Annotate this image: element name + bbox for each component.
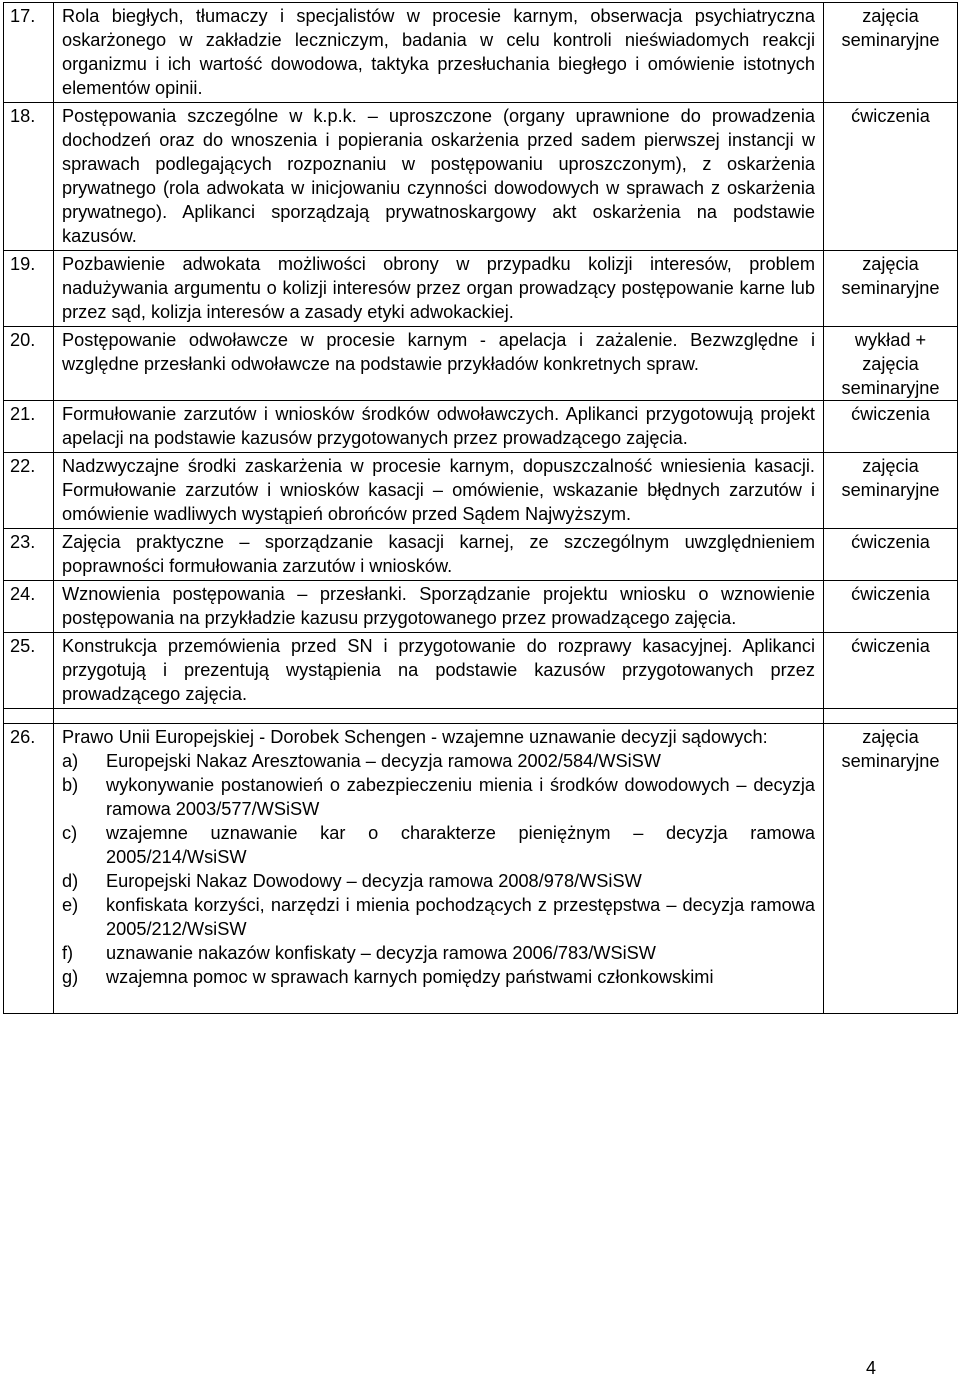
class-form-label: ćwiczenia — [851, 636, 930, 656]
topic-cell: Rola biegłych, tłumaczy i specjalistów w procesie karnym, obserwacja psychiatryczna oskarżonego w zakładzie leczniczym, badania w celu kontroli nieświadomych reakcji organizmu i ich wartość dowodowa, taktyka przesłuchania biegłego i omówienie istotnych elementów opinii. — [54, 3, 824, 103]
syllabus-table — [3, 2, 958, 1014]
list-item — [62, 749, 815, 773]
sublist — [62, 749, 815, 989]
row-number: 21. — [4, 401, 54, 453]
row-number: 25. — [4, 633, 54, 709]
list-item — [62, 893, 815, 941]
row-number: 23. — [4, 529, 54, 581]
class-form-label: zajęcia — [862, 254, 919, 274]
topic-cell: Formułowanie zarzutów i wniosków środków odwoławczych. Aplikanci przygotowują projekt apelacji na podstawie kazusów przygotowanych przez prowadzącego zajęcia. — [54, 401, 824, 453]
class-form-label: seminaryjne — [841, 378, 940, 398]
table-row — [4, 251, 958, 327]
list-item — [62, 821, 815, 869]
class-form-label: zajęcia — [862, 6, 919, 26]
topic-cell: Zajęcia praktyczne – sporządzanie kasacji karnej, ze szczególnym uwzględnieniem poprawności formułowania zarzutów i wniosków. — [54, 529, 824, 581]
list-item-text: Europejski Nakaz Aresztowania – decyzja ramowa 2002/584/WSiSW — [106, 751, 661, 771]
form-cell — [824, 581, 958, 633]
table-row — [4, 3, 958, 103]
class-form-label: ćwiczenia — [851, 584, 930, 604]
topic-cell — [54, 724, 824, 1014]
list-item-letter: c) — [62, 823, 78, 843]
class-form-label: seminaryjne — [841, 751, 940, 771]
topic-cell: Pozbawienie adwokata możliwości obrony w przypadku kolizji interesów, problem nadużywania argumentu o kolizji interesów przez organ prowadzący postępowanie karne lub przez sąd, kolizja interesów a zasady etyki adwokackiej. — [54, 251, 824, 327]
spacer-cell — [824, 709, 958, 724]
form-cell — [824, 401, 958, 453]
class-form-label: seminaryjne — [841, 30, 940, 50]
class-form-label: seminaryjne — [841, 278, 940, 298]
list-item — [62, 941, 815, 965]
table-row — [4, 581, 958, 633]
row-number: 18. — [4, 103, 54, 251]
spacer-cell — [54, 709, 824, 724]
list-item — [62, 869, 815, 893]
row-number: 20. — [4, 327, 54, 401]
list-item-letter: a) — [62, 751, 79, 771]
list-item-text: konfiskata korzyści, narzędzi i mienia pochodzących z przestępstwa – decyzja ramowa 2005/212/WsiSW — [106, 895, 815, 939]
class-form-label: wykład + — [854, 330, 927, 350]
list-item-letter: g) — [62, 967, 79, 987]
form-cell — [824, 724, 958, 1014]
list-item — [62, 965, 815, 989]
form-cell — [824, 103, 958, 251]
list-item-text: uznawanie nakazów konfiskaty – decyzja ramowa 2006/783/WSiSW — [106, 943, 656, 963]
syllabus-body — [4, 3, 958, 1014]
spacer-cell — [4, 709, 54, 724]
list-item-letter: e) — [62, 895, 79, 915]
topic-cell: Nadzwyczajne środki zaskarżenia w procesie karnym, dopuszczalność wniesienia kasacji. Formułowanie zarzutów i wniosków kasacji – omówienie, wskazanie błędnych zarzutów i omówienie wadliwych wystąpień obrońców przed Sądem Najwyższym. — [54, 453, 824, 529]
topic-cell: Postępowania szczególne w k.p.k. – uproszczone (organy uprawnione do prowadzenia dochodzeń oraz do wnoszenia i popierania oskarżenia przed sadem pierwszej instancji w sprawach podlegających rozpoznaniu w postępowaniu uproszczonym), z oskarżenia prywatnego (rola adwokata w inicjowaniu czynności dowodowych w sprawach z oskarżenia prywatnego). Aplikanci sporządzają prywatnoskargowy akt oskarżenia na podstawie kazusów. — [54, 103, 824, 251]
table-row — [4, 529, 958, 581]
topic-cell: Postępowanie odwoławcze w procesie karnym - apelacja i zażalenie. Bezwzględne i względne przesłanki odwoławcze na podstawie przykładów konkretnych spraw. — [54, 327, 824, 401]
table-row-26 — [4, 724, 958, 1014]
class-form-label: seminaryjne — [841, 480, 940, 500]
class-form-label: ćwiczenia — [851, 106, 930, 126]
topic-cell: Wznowienia postępowania – przesłanki. Sporządzanie projektu wniosku o wznowienie postępowania na przykładzie kazusu przygotowanego przez prowadzącego zajęcia. — [54, 581, 824, 633]
cell-bottom-space — [62, 989, 815, 1011]
form-cell — [824, 529, 958, 581]
form-cell — [824, 633, 958, 709]
list-item-text: wykonywanie postanowień o zabezpieczeniu mienia i środków dowodowych – decyzja ramowa 2003/577/WSiSW — [106, 775, 815, 819]
row-number: 26. — [4, 724, 54, 1014]
row-number: 22. — [4, 453, 54, 529]
list-item-letter: b) — [62, 775, 79, 795]
row-number: 24. — [4, 581, 54, 633]
class-form-label: ćwiczenia — [851, 532, 930, 552]
table-row — [4, 327, 958, 401]
form-cell — [824, 3, 958, 103]
table-spacer-row — [4, 709, 958, 724]
row-number: 19. — [4, 251, 54, 327]
list-item-letter: f) — [62, 943, 74, 963]
form-cell — [824, 251, 958, 327]
list-item-text: wzajemne uznawanie kar o charakterze pieniężnym – decyzja ramowa 2005/214/WsiSW — [106, 823, 815, 867]
table-row — [4, 633, 958, 709]
topic-intro: Prawo Unii Europejskiej - Dorobek Schengen - wzajemne uznawanie decyzji sądowych: — [62, 727, 768, 747]
form-cell — [824, 327, 958, 401]
class-form-label: zajęcia — [862, 456, 919, 476]
list-item — [62, 773, 815, 821]
table-row — [4, 103, 958, 251]
table-row — [4, 401, 958, 453]
row-number: 17. — [4, 3, 54, 103]
class-form-label: zajęcia — [862, 727, 919, 747]
list-item-letter: d) — [62, 871, 79, 891]
list-item-text: wzajemna pomoc w sprawach karnych pomiędzy państwami członkowskimi — [106, 967, 714, 987]
form-cell — [824, 453, 958, 529]
class-form-label: ćwiczenia — [851, 404, 930, 424]
table-row — [4, 453, 958, 529]
class-form-label: zajęcia — [862, 354, 919, 374]
topic-cell: Konstrukcja przemówienia przed SN i przygotowanie do rozprawy kasacyjnej. Aplikanci przygotują i prezentują wystąpienia na podstawie kazusów przygotowanych przez prowadzącego zajęcia. — [54, 633, 824, 709]
list-item-text: Europejski Nakaz Dowodowy – decyzja ramowa 2008/978/WSiSW — [106, 871, 642, 891]
page-number: 4 — [866, 1358, 877, 1378]
